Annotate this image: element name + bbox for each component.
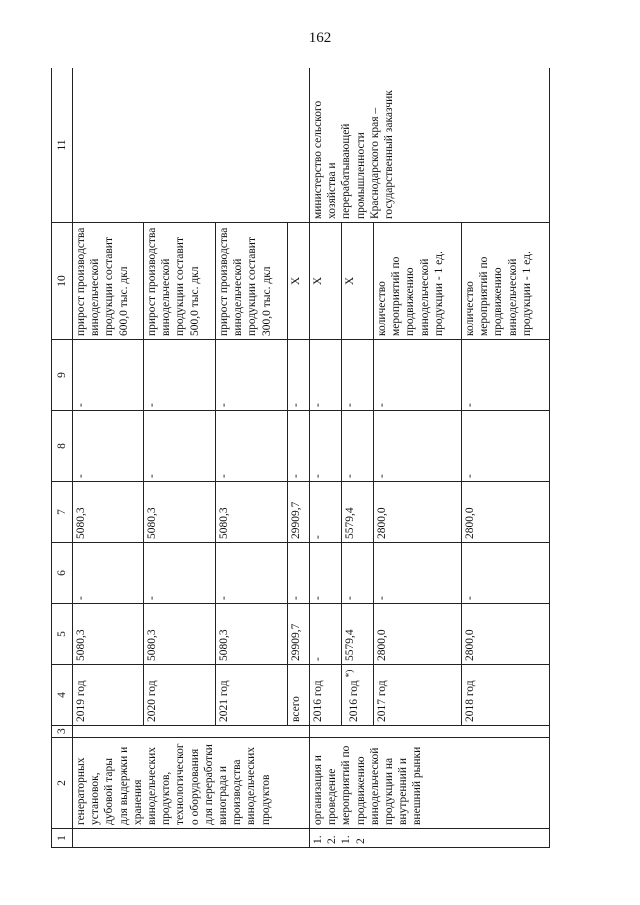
value-cell: - xyxy=(73,340,144,411)
year-cell: 2021 год xyxy=(216,665,288,726)
column-header: 6 xyxy=(52,543,73,604)
value-cell: - xyxy=(462,543,550,604)
value-cell: 2800,0 xyxy=(462,604,550,665)
value-cell: - xyxy=(144,543,216,604)
value-cell: - xyxy=(216,340,288,411)
empty-cell xyxy=(73,726,310,738)
column-header: 10 xyxy=(52,223,73,340)
column-number-row xyxy=(52,68,73,848)
empty-cell xyxy=(310,726,550,738)
year-cell: 2016 год xyxy=(310,665,342,726)
value-cell: - xyxy=(144,411,216,482)
value-cell: - xyxy=(462,411,550,482)
value-cell: 5080,3 xyxy=(73,604,144,665)
table-row xyxy=(310,68,342,848)
year-cell: всего xyxy=(288,665,310,726)
result-cell: X xyxy=(342,223,374,340)
year-cell: 2020 год xyxy=(144,665,216,726)
value-cell: 29909,7 xyxy=(288,482,310,543)
value-cell: 2800,0 xyxy=(374,604,462,665)
column-header: 7 xyxy=(52,482,73,543)
column-header: 4 xyxy=(52,665,73,726)
value-cell: 5579,4 xyxy=(342,604,374,665)
value-cell: - xyxy=(73,543,144,604)
value-cell: 2800,0 xyxy=(374,482,462,543)
program-activities-table xyxy=(51,68,550,848)
value-cell: - xyxy=(288,543,310,604)
value-cell: 5080,3 xyxy=(73,482,144,543)
value-cell: - xyxy=(144,340,216,411)
value-cell: - xyxy=(374,340,462,411)
result-cell: количество мероприятий по продвижению винодельческой продукции - 1 ед. xyxy=(462,223,550,340)
column-header: 1 xyxy=(52,829,73,848)
rotated-table-content xyxy=(51,68,576,848)
value-cell: - xyxy=(374,411,462,482)
result-cell: X xyxy=(310,223,342,340)
value-cell: 2800,0 xyxy=(462,482,550,543)
value-cell: - xyxy=(310,340,342,411)
column-header: 11 xyxy=(52,68,73,223)
page-number: 162 xyxy=(308,30,332,46)
value-cell: 5080,3 xyxy=(144,604,216,665)
result-cell: X xyxy=(288,223,310,340)
value-cell: - xyxy=(310,411,342,482)
activity-description: организация и проведение мероприятий по продвижению винодельческой продукции на внутренний и внешний рынки xyxy=(310,738,550,829)
value-cell: - xyxy=(288,411,310,482)
value-cell: - xyxy=(462,340,550,411)
year-text: 2016 год xyxy=(347,680,360,722)
year-cell: 2018 год xyxy=(462,665,550,726)
rotated-table-frame xyxy=(51,68,576,848)
value-cell: - xyxy=(342,411,374,482)
value-cell: - xyxy=(374,543,462,604)
year-cell: 2019 год xyxy=(73,665,144,726)
value-cell: - xyxy=(310,543,342,604)
result-cell: прирост производства винодельческой продукции составит 600,0 тыс. дкл xyxy=(73,223,144,340)
value-cell: - xyxy=(310,482,342,543)
value-cell: - xyxy=(288,340,310,411)
result-cell: количество мероприятий по продвижению винодельческой продукции - 1 ед. xyxy=(374,223,462,340)
column-header: 3 xyxy=(52,726,73,738)
value-cell: 29909,7 xyxy=(288,604,310,665)
column-header: 9 xyxy=(52,340,73,411)
column-header: 5 xyxy=(52,604,73,665)
column-header: 8 xyxy=(52,411,73,482)
value-cell: - xyxy=(342,340,374,411)
table-row xyxy=(73,68,144,848)
value-cell: - xyxy=(216,411,288,482)
responsible-cell xyxy=(73,68,310,223)
value-cell: 5080,3 xyxy=(216,604,288,665)
responsible-cell: министерство сельского хозяйства и перерабатывающей промышленности Краснодарского края – государственный заказчик xyxy=(310,68,550,223)
activity-description: генераторных установок, дубовой тары для выдержки и хранения винодельческих продуктов, технологического оборудования для переработки винограда и производства винодельческих продуктов xyxy=(73,738,310,829)
value-cell: 5080,3 xyxy=(144,482,216,543)
footnote-marker: *) xyxy=(344,669,355,678)
value-cell: - xyxy=(342,543,374,604)
column-header: 2 xyxy=(52,738,73,829)
year-cell xyxy=(342,665,374,726)
year-cell: 2017 год xyxy=(374,665,462,726)
value-cell: 5080,3 xyxy=(216,482,288,543)
value-cell: 5579,4 xyxy=(342,482,374,543)
result-cell: прирост производства винодельческой продукции составит 300,0 тыс. дкл xyxy=(216,223,288,340)
section-code: 1.2.1.2 xyxy=(310,829,550,848)
section-code xyxy=(73,829,310,848)
value-cell: - xyxy=(216,543,288,604)
value-cell: - xyxy=(73,411,144,482)
result-cell: прирост производства винодельческой продукции составит 500,0 тыс. дкл xyxy=(144,223,216,340)
value-cell: - xyxy=(310,604,342,665)
